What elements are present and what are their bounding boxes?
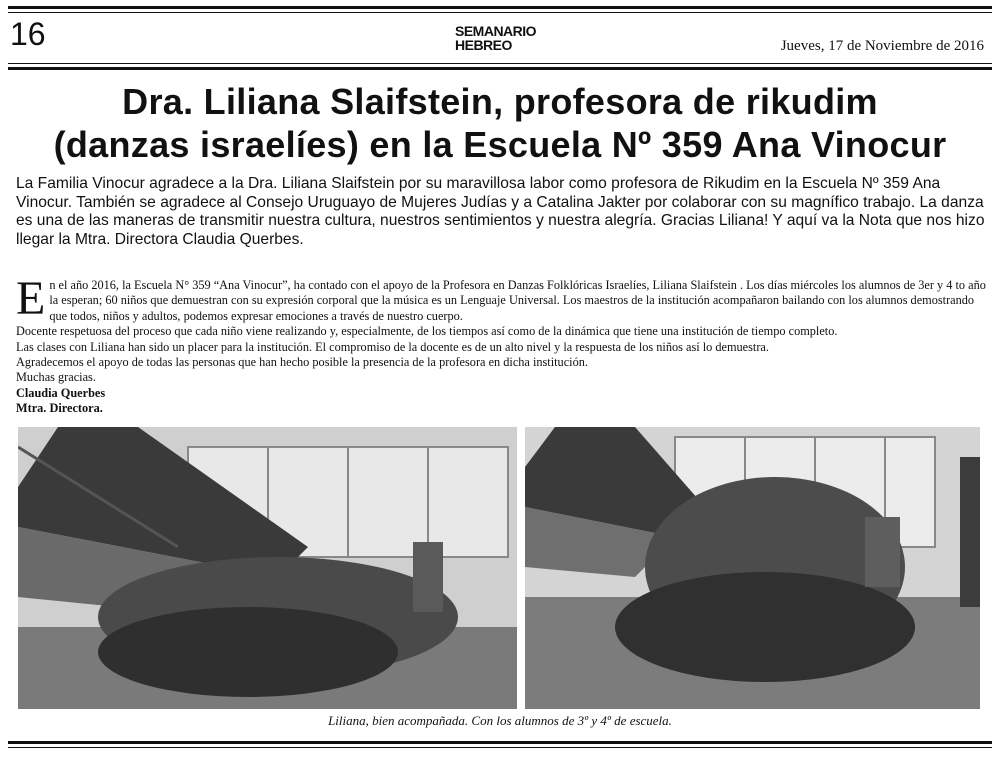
signature-name: Claudia Querbes	[16, 385, 106, 400]
letter-paragraph-4: Agradecemos el apoyo de todas las personas que han hecho posible la presencia de la profesora en dicha institución.	[16, 355, 588, 370]
issue-date: Jueves, 17 de Noviembre de 2016	[780, 38, 984, 54]
top-rule-thin	[8, 12, 992, 13]
publication-logo	[455, 24, 536, 52]
letter-closing: Muchas gracias.	[16, 370, 96, 385]
photo-group-right	[525, 427, 980, 709]
headline-line-2: (danzas israelíes) en la Escuela Nº 359 Ana Vinocur	[53, 124, 947, 165]
headline-line-1: Dra. Liliana Slaifstein, profesora de rikudim	[122, 81, 878, 122]
signature-title: Mtra. Directora.	[16, 401, 103, 416]
letter-paragraph-1	[16, 272, 990, 325]
letter-paragraph-2: Docente respetuosa del proceso que cada niño viene realizando y, especialmente, de los tiempos así como de la dinámica que tiene una institución de tiempo completo.	[16, 324, 838, 339]
logo-line-1: SEMANARIO	[455, 23, 537, 39]
letter-paragraph-1-text: n el año 2016, la Escuela N° 359 “Ana Vinocur”, ha contado con el apoyo de la Profesora en Danzas Folklóricas Israelíes, Liliana Slaifstein . Los días miércoles los alumnos de 3er y 4 to año la esperan; 60 niños que demuestran con su expresión corporal que la música es un Lenguaje Universal. Los maestros de la institución acompañaron bailando con los alumnos demostrando que todos, niños y adultos, podemos expresar emociones a través de nuestro cuerpo.	[49, 278, 986, 323]
photo-caption: Liliana, bien acompañada. Con los alumnos de 3º y 4º de escuela.	[328, 713, 672, 728]
header-rule-thin	[8, 63, 992, 64]
page-number: 16	[10, 16, 46, 52]
letter-paragraph-3: Las clases con Liliana han sido un placer para la institución. El compromiso de la docente es de un alto nivel y la respuesta de los niños así lo demuestra.	[16, 339, 769, 354]
footer-rule-thin	[8, 747, 992, 748]
drop-cap: E	[16, 272, 46, 325]
letter-body	[16, 272, 990, 417]
article-headline	[0, 80, 1000, 166]
header-rule-thick	[8, 67, 992, 70]
article-lead: La Familia Vinocur agradece a la Dra. Liliana Slaifstein por su maravillosa labor como profesora de Rikudim en la Escuela Nº 359 Ana Vinocur. También se agradece al Consejo Uruguayo de Mujeres Judías y a Catalina Jakter por colaborar con su magnífico trabajo. La danza es una de las maneras de transmitir nuestra cultura, nuestros sentimientos y nuestra alegría. Gracias Liliana! Y aquí va la Nota que nos hizo llegar la Mtra. Directora Claudia Querbes.	[16, 175, 985, 248]
top-rule-thick	[8, 6, 992, 9]
footer-rule-thick	[8, 741, 992, 744]
logo-line-2: HEBREO	[455, 37, 512, 53]
photo-group-left	[18, 427, 517, 709]
